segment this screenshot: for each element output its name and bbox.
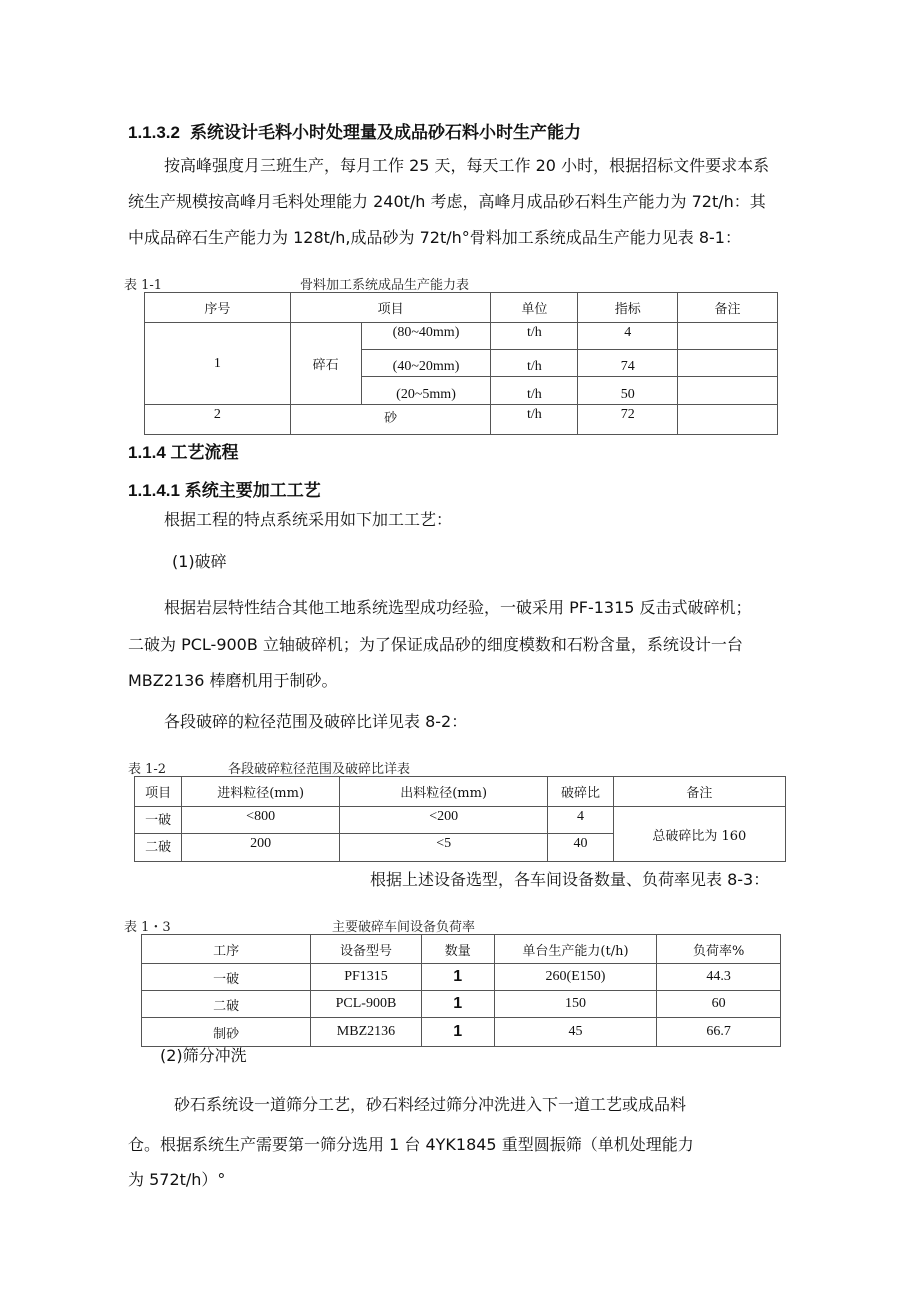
cell-value: 72 xyxy=(578,405,678,435)
cell-value: 4 xyxy=(578,323,678,350)
header-cell: 工序 xyxy=(142,935,311,964)
step-heading-screening: (2)筛分冲洗 xyxy=(160,1046,247,1065)
section-title: 工艺流程 xyxy=(170,443,239,462)
cell-no: 2 xyxy=(145,405,291,435)
paragraph-line: 根据岩层特性结合其他工地系统选型成功经验，一破采用 PF-1315 反击式破碎机； xyxy=(164,598,752,617)
section-title: 系统主要加工工艺 xyxy=(184,481,321,500)
cell-ratio: 4 xyxy=(548,807,613,834)
cell-out: <5 xyxy=(339,834,547,862)
cell-value: 74 xyxy=(578,350,678,377)
header-cell: 单位 xyxy=(491,293,578,323)
table-row xyxy=(145,323,778,350)
cell-unit: t/h xyxy=(491,405,578,435)
cell-qty: 1 xyxy=(421,1018,494,1047)
header-cell: 项目 xyxy=(135,777,182,807)
table-label: 表 1-2 xyxy=(128,762,167,777)
section-number: 1.1.4.1 xyxy=(128,481,180,500)
cell-sub: (20~5mm) xyxy=(361,377,491,405)
table-row xyxy=(135,807,786,834)
header-cell: 出料粒径(mm) xyxy=(339,777,547,807)
cell-no: 1 xyxy=(145,323,291,405)
cell-note-merged: 总破碎比为 160 xyxy=(613,807,785,862)
header-cell: 备注 xyxy=(678,293,778,323)
cell-item: 砂 xyxy=(290,405,491,435)
paragraph-ref-table3: 根据上述设备选型，各车间设备数量、负荷率见表 8-3： xyxy=(370,870,770,889)
cell-qty: 1 xyxy=(421,991,494,1018)
cell-sub: (80~40mm) xyxy=(361,323,491,350)
cell-in: 200 xyxy=(182,834,340,862)
table-row xyxy=(145,405,778,435)
cell-in: <800 xyxy=(182,807,340,834)
table-title: 各段破碎粒径范围及破碎比详表 xyxy=(228,762,411,777)
cell-out: <200 xyxy=(339,807,547,834)
paragraph-line: 为 572t/h）° xyxy=(128,1170,226,1189)
crushing-ratio-table xyxy=(134,776,786,862)
cell-ratio: 40 xyxy=(548,834,613,862)
cell-load: 60 xyxy=(657,991,781,1018)
cell-capacity: 150 xyxy=(494,991,657,1018)
cell-load: 44.3 xyxy=(657,964,781,991)
header-cell: 破碎比 xyxy=(548,777,613,807)
table-header-row xyxy=(135,777,786,807)
header-cell: 指标 xyxy=(578,293,678,323)
cell-stage: 二破 xyxy=(135,834,182,862)
cell-model: PCL-900B xyxy=(311,991,422,1018)
section-number: 1.1.3.2 xyxy=(128,123,180,142)
cell-qty: 1 xyxy=(421,964,494,991)
table-row xyxy=(142,991,781,1018)
header-cell: 数量 xyxy=(421,935,494,964)
table-label: 表 1-1 xyxy=(124,278,163,293)
cell-model: PF1315 xyxy=(311,964,422,991)
production-capacity-table xyxy=(144,292,778,435)
cell-process: 制砂 xyxy=(142,1018,311,1047)
section-title: 系统设计毛料小时处理量及成品砂石料小时生产能力 xyxy=(190,123,581,142)
cell-note xyxy=(678,405,778,435)
header-cell: 负荷率% xyxy=(657,935,781,964)
cell-load: 66.7 xyxy=(657,1018,781,1047)
paragraph-line: MBZ2136 棒磨机用于制砂。 xyxy=(128,671,338,690)
cell-unit: t/h xyxy=(491,377,578,405)
section-heading-1141 xyxy=(128,476,321,501)
header-cell: 备注 xyxy=(613,777,785,807)
table-label: 表 1・3 xyxy=(124,920,171,935)
header-cell: 单台生产能力(t/h) xyxy=(494,935,657,964)
paragraph-line: 仓。根据系统生产需要第一筛分选用 1 台 4YK1845 重型圆振筛（单机处理能力 xyxy=(128,1135,694,1154)
header-cell: 进料粒径(mm) xyxy=(182,777,340,807)
cell-unit: t/h xyxy=(491,323,578,350)
cell-item: 碎石 xyxy=(290,323,361,405)
cell-model: MBZ2136 xyxy=(311,1018,422,1047)
section-number: 1.1.4 xyxy=(128,443,166,462)
table-row xyxy=(142,964,781,991)
cell-note xyxy=(678,350,778,377)
header-cell: 序号 xyxy=(145,293,291,323)
table-title: 主要破碎车间设备负荷率 xyxy=(332,920,476,935)
cell-value: 50 xyxy=(578,377,678,405)
cell-process: 一破 xyxy=(142,964,311,991)
section-heading-1132 xyxy=(128,118,581,143)
equipment-load-table xyxy=(141,934,781,1047)
cell-sub: (40~20mm) xyxy=(361,350,491,377)
step-heading-crushing: (1)破碎 xyxy=(172,552,227,571)
cell-note xyxy=(678,377,778,405)
cell-unit: t/h xyxy=(491,350,578,377)
cell-capacity: 45 xyxy=(494,1018,657,1047)
table-title: 骨料加工系统成品生产能力表 xyxy=(300,278,470,293)
paragraph-intro: 根据工程的特点系统采用如下加工工艺： xyxy=(164,510,453,529)
header-cell: 设备型号 xyxy=(311,935,422,964)
paragraph-line: 按高峰强度月三班生产，每月工作 25 天，每天工作 20 小时，根据招标文件要求本系 xyxy=(164,156,770,175)
header-cell: 项目 xyxy=(290,293,491,323)
paragraph-line: 统生产规模按高峰月毛料处理能力 240t/h 考虑，高峰月成品砂石料生产能力为 72t/h：其 xyxy=(128,192,766,211)
paragraph-ref-table2: 各段破碎的粒径范围及破碎比详见表 8-2： xyxy=(164,712,468,731)
table-header-row xyxy=(142,935,781,964)
paragraph-line: 二破为 PCL-900B 立轴破碎机；为了保证成品砂的细度模数和石粉含量，系统设计一台 xyxy=(128,635,743,654)
cell-capacity: 260(E150) xyxy=(494,964,657,991)
cell-process: 二破 xyxy=(142,991,311,1018)
table-header-row xyxy=(145,293,778,323)
paragraph-line: 中成品碎石生产能力为 128t/h,成品砂为 72t/h°骨料加工系统成品生产能力见表 8-1： xyxy=(128,228,741,247)
paragraph-line: 砂石系统设一道筛分工艺，砂石料经过筛分冲洗进入下一道工艺或成品料 xyxy=(174,1095,687,1114)
cell-note xyxy=(678,323,778,350)
section-heading-114 xyxy=(128,438,239,463)
cell-stage: 一破 xyxy=(135,807,182,834)
table-row xyxy=(142,1018,781,1047)
